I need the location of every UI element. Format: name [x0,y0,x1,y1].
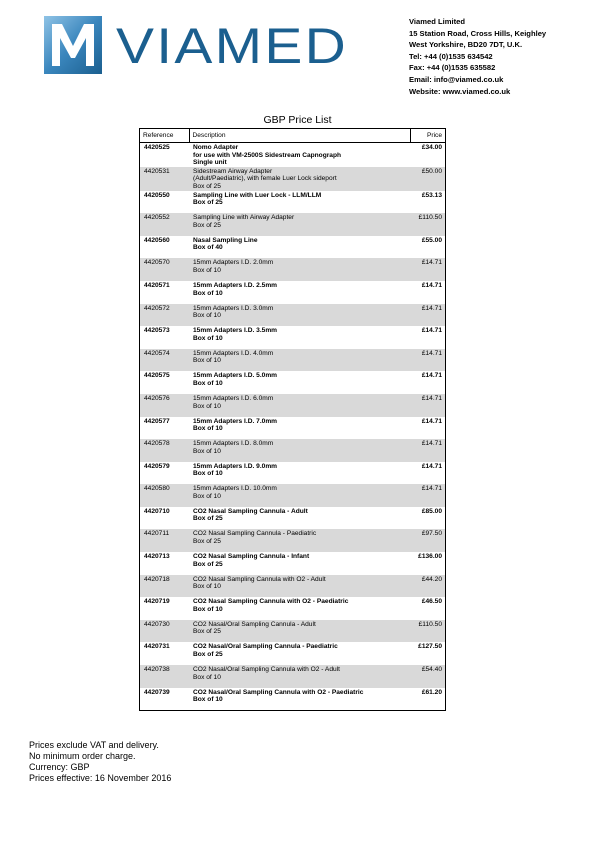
description-line: CO2 Nasal Sampling Cannula with O2 - Adult [193,575,326,583]
cell-reference: 4420576 [140,394,190,417]
cell-description [189,439,410,462]
description-line: Box of 10 [193,425,223,433]
table-row [140,507,446,530]
table-row [140,417,446,440]
description-line: for use with VM-2500S Sidestream Capnograph [193,151,342,159]
cell-description [189,665,410,688]
description-line: Box of 10 [193,379,223,387]
description-line: Box of 10 [193,673,221,681]
cell-description [189,552,410,575]
cell-price: £14.71 [410,394,446,417]
description-line: Box of 10 [193,312,221,320]
description-line: 15mm Adapters I.D. 3.5mm [193,327,278,335]
cell-description [189,371,410,394]
cell-price: £14.71 [410,462,446,485]
description-line: CO2 Nasal/Oral Sampling Cannula - Adult [193,620,316,628]
logo-wordmark: VIAMED [116,18,348,74]
table-row [140,213,446,236]
cell-reference: 4420578 [140,439,190,462]
cell-price: £110.50 [410,213,446,236]
note-line: No minimum order charge. [29,751,136,761]
company-line[interactable]: Email: info@viamed.co.uk [409,74,504,84]
description-line: Box of 25 [193,651,223,659]
cell-price: £14.71 [410,417,446,440]
table-row [140,281,446,304]
cell-description [189,688,410,711]
description-line: 15mm Adapters I.D. 6.0mm [193,394,274,402]
cell-reference: 4420739 [140,688,190,711]
cell-reference: 4420711 [140,529,190,552]
cell-price: £14.71 [410,326,446,349]
table-row [140,326,446,349]
description-line: Nasal Sampling Line [193,236,258,244]
cell-reference: 4420579 [140,462,190,485]
description-line: Box of 10 [193,470,223,478]
cell-price: £136.00 [410,552,446,575]
description-line: Box of 10 [193,696,223,704]
cell-price: £53.13 [410,191,446,214]
cell-reference: 4420560 [140,236,190,259]
cell-reference: 4420580 [140,484,190,507]
table-row [140,642,446,665]
header-price: Price [410,129,446,143]
cell-description [189,484,410,507]
cell-price: £14.71 [410,371,446,394]
table-row [140,575,446,598]
description-line: Box of 40 [193,244,223,252]
table-row [140,191,446,214]
cell-reference: 4420713 [140,552,190,575]
price-table-body [140,143,446,711]
cell-description [189,167,410,191]
company-line: 15 Station Road, Cross Hills, Keighley [409,28,547,38]
cell-price: £55.00 [410,236,446,259]
cell-description [189,394,410,417]
table-row [140,394,446,417]
company-line[interactable]: Website: www.viamed.co.uk [409,86,511,96]
page-title: GBP Price List [263,114,332,126]
cell-reference: 4420550 [140,191,190,214]
description-line: Box of 10 [193,605,223,613]
cell-description [189,191,410,214]
company-line: Fax: +44 (0)1535 635582 [409,63,496,73]
cell-reference: 4420552 [140,213,190,236]
cell-description [189,236,410,259]
cell-reference: 4420572 [140,304,190,327]
description-line: Box of 10 [193,357,221,365]
footer-notes [29,740,171,784]
cell-price: £50.00 [410,167,446,191]
cell-description [189,575,410,598]
cell-reference: 4420577 [140,417,190,440]
description-line: Box of 25 [193,221,221,229]
cell-price: £46.50 [410,597,446,620]
price-table [139,128,446,711]
cell-reference: 4420571 [140,281,190,304]
description-line: CO2 Nasal/Oral Sampling Cannula with O2 - Adult [193,666,340,674]
cell-reference: 4420574 [140,349,190,372]
cell-price: £127.50 [410,642,446,665]
company-line: Tel: +44 (0)1535 634542 [409,51,493,61]
description-line: Box of 10 [193,266,221,274]
cell-description [189,529,410,552]
cell-description [189,620,410,643]
description-line: Box of 25 [193,538,221,546]
description-line: 15mm Adapters I.D. 5.0mm [193,372,278,380]
company-line: West Yorkshire, BD20 7DT, U.K. [409,40,523,50]
description-line: (Adult/Paediatric), with female Luer Lock sideport [193,175,337,183]
description-line: CO2 Nasal Sampling Cannula with O2 - Paediatric [193,598,349,606]
cell-price: £97.50 [410,529,446,552]
cell-description [189,143,410,167]
description-line: Sampling Line with Luer Lock - LLM/LLM [193,191,322,199]
table-row [140,258,446,281]
cell-reference: 4420731 [140,642,190,665]
viamed-logo [44,16,354,74]
cell-reference: 4420719 [140,597,190,620]
cell-description [189,417,410,440]
cell-price: £14.71 [410,439,446,462]
table-row [140,552,446,575]
table-row [140,665,446,688]
description-line: CO2 Nasal Sampling Cannula - Infant [193,553,310,561]
cell-reference: 4420573 [140,326,190,349]
description-line: CO2 Nasal Sampling Cannula - Adult [193,507,308,515]
description-line: Box of 10 [193,402,221,410]
cell-price: £85.00 [410,507,446,530]
table-row [140,529,446,552]
description-line: Box of 25 [193,199,223,207]
description-line: 15mm Adapters I.D. 3.0mm [193,304,274,312]
description-line: 15mm Adapters I.D. 2.0mm [193,259,274,267]
cell-description [189,349,410,372]
cell-reference: 4420570 [140,258,190,281]
cell-reference: 4420730 [140,620,190,643]
cell-price: £14.71 [410,281,446,304]
note-line: Prices effective: 16 November 2016 [29,773,172,783]
table-row [140,439,446,462]
cell-price: £61.20 [410,688,446,711]
description-line: 15mm Adapters I.D. 4.0mm [193,349,274,357]
cell-price: £54.40 [410,665,446,688]
description-line: Box of 25 [193,628,221,636]
cell-reference: 4420525 [140,143,190,167]
table-row [140,620,446,643]
cell-description [189,304,410,327]
cell-price: £14.71 [410,258,446,281]
cell-reference: 4420738 [140,665,190,688]
description-line: 15mm Adapters I.D. 7.0mm [193,417,278,425]
cell-description [189,462,410,485]
description-line: 15mm Adapters I.D. 2.5mm [193,281,278,289]
cell-reference: 4420718 [140,575,190,598]
table-header-row [140,129,446,143]
company-line: Viamed Limited [409,17,465,26]
description-line: CO2 Nasal Sampling Cannula - Paediatric [193,530,317,538]
table-row [140,462,446,485]
cell-reference: 4420575 [140,371,190,394]
cell-description [189,258,410,281]
cell-reference: 4420710 [140,507,190,530]
cell-description [189,326,410,349]
cell-price: £34.00 [410,143,446,167]
table-row [140,236,446,259]
table-row [140,167,446,191]
cell-price: £44.20 [410,575,446,598]
cell-price: £14.71 [410,304,446,327]
company-address-block [409,16,546,97]
table-row [140,349,446,372]
table-row [140,143,446,167]
description-line: Box of 25 [193,515,223,523]
cell-reference: 4420531 [140,167,190,191]
cell-price: £110.50 [410,620,446,643]
description-line: Sidestream Airway Adapter [193,167,273,175]
description-line: CO2 Nasal/Oral Sampling Cannula - Paediatric [193,643,338,651]
description-line: Box of 25 [193,560,223,568]
table-row [140,688,446,711]
table-row [140,597,446,620]
description-line: 15mm Adapters I.D. 8.0mm [193,440,274,448]
cell-description [189,597,410,620]
table-row [140,484,446,507]
description-line: 15mm Adapters I.D. 10.0mm [193,485,277,493]
table-row [140,371,446,394]
header-reference: Reference [140,129,190,143]
description-line: Box of 10 [193,334,223,342]
cell-price: £14.71 [410,349,446,372]
cell-description [189,642,410,665]
description-line: Box of 10 [193,289,223,297]
cell-description [189,213,410,236]
note-line: Currency: GBP [29,762,90,772]
description-line: Nomo Adapter [193,144,239,151]
cell-description [189,281,410,304]
description-line: Box of 10 [193,583,221,591]
table-row [140,304,446,327]
description-line: Sampling Line with Airway Adapter [193,214,295,222]
description-line: 15mm Adapters I.D. 9.0mm [193,462,278,470]
description-line: Box of 10 [193,447,221,455]
header-description: Description [189,129,410,143]
cell-description [189,507,410,530]
description-line: Box of 25 [193,182,221,190]
note-line: Prices exclude VAT and delivery. [29,740,159,750]
description-line: Single unit [193,159,227,167]
cell-price: £14.71 [410,484,446,507]
description-line: Box of 10 [193,492,221,500]
description-line: CO2 Nasal/Oral Sampling Cannula with O2 - Paediatric [193,688,364,696]
